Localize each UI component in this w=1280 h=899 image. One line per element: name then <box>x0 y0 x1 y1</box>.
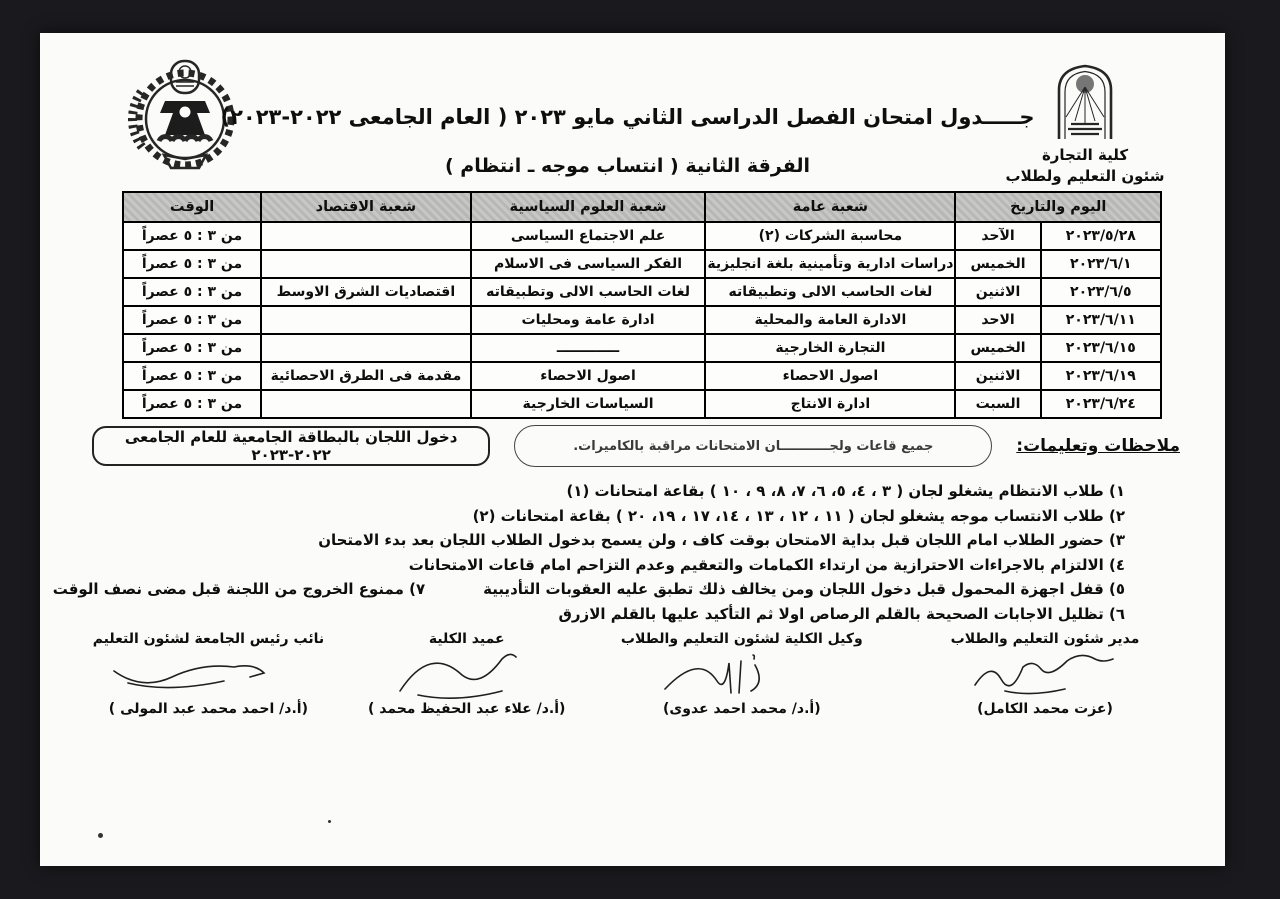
instruction-item: ٣) حضور الطلاب امام اللجان قبل بداية الامتحان بوقت كاف ، ولن يسمح بدخول الطلاب اللجان بعد بدء الامتحان <box>318 531 1125 549</box>
signature-name: (أ.د/ محمد احمد عدوى) <box>663 701 821 717</box>
signature-title: نائب رئيس الجامعة لشئون التعليم <box>92 631 325 647</box>
general-subject-cell: محاسبة الشركات (٢) <box>705 222 955 250</box>
camera-surveillance-notice: جميع قاعات ولجـــــــــــان الامتحانات مراقبة بالكاميرات. <box>514 425 992 467</box>
time-cell: من ٣ : ٥ عصراً <box>123 362 261 390</box>
day-cell: الآحد <box>955 222 1040 250</box>
day-cell: الاثنين <box>955 362 1040 390</box>
time-cell: من ٣ : ٥ عصراً <box>123 222 261 250</box>
date-cell: ٢٠٢٣/٦/٢٤ <box>1041 390 1161 418</box>
signature-name: (أ.د/ علاء عبد الحفيظ محمد ) <box>367 701 566 717</box>
time-cell: من ٣ : ٥ عصراً <box>123 390 261 418</box>
day-cell: الخميس <box>955 334 1040 362</box>
date-cell: ٢٠٢٣/٦/١ <box>1041 250 1161 278</box>
signature-name: (عزت محمد الكامل) <box>977 701 1113 717</box>
table-row <box>123 334 1161 362</box>
signature-title: وكيل الكلية لشئون التعليم والطلاب <box>620 631 863 647</box>
political-subject-cell: السياسات الخارجية <box>471 390 706 418</box>
general-subject-cell: الادارة العامة والمحلية <box>705 306 955 334</box>
handwritten-signature <box>392 649 542 701</box>
table-row <box>123 390 1161 418</box>
notes-band <box>92 423 1180 469</box>
day-cell: الخميس <box>955 250 1040 278</box>
economics-subject-cell <box>261 334 471 362</box>
table-header-row <box>123 192 1161 222</box>
political-subject-cell: علم الاجتماع السياسى <box>471 222 706 250</box>
signature-dean <box>349 631 585 717</box>
date-cell: ٢٠٢٣/٦/١٥ <box>1041 334 1161 362</box>
grade-subtitle: الفرقة الثانية ( انتساب موجه ـ انتظام ) <box>444 155 811 177</box>
general-subject-cell: دراسات ادارية وتأمينية بلغة انجليزية <box>705 250 955 278</box>
org-line-department: شئون التعليم ولطلاب <box>1005 167 1165 185</box>
col-header-economics-division: شعبة الاقتصاد <box>261 192 471 222</box>
economics-subject-cell <box>261 306 471 334</box>
general-subject-cell: اصول الاحصاء <box>705 362 955 390</box>
table-row <box>123 222 1161 250</box>
economics-subject-cell: اقتصاديات الشرق الاوسط <box>261 278 471 306</box>
general-subject-cell: التجارة الخارجية <box>705 334 955 362</box>
economics-subject-cell <box>261 250 471 278</box>
scan-speck <box>98 833 103 838</box>
signature-title: عميد الكلية <box>428 631 505 647</box>
signatures-row <box>68 631 1191 717</box>
political-subject-cell: ـــــــــــــ <box>471 334 706 362</box>
time-cell: من ٣ : ٥ عصراً <box>123 250 261 278</box>
assiut-university-logo <box>1056 63 1114 141</box>
instructions-list <box>52 479 1125 626</box>
general-subject-cell: ادارة الانتاج <box>705 390 955 418</box>
time-cell: من ٣ : ٥ عصراً <box>123 306 261 334</box>
col-header-day-date: اليوم والتاريخ <box>955 192 1161 222</box>
political-subject-cell: اصول الاحصاء <box>471 362 706 390</box>
day-cell: الاثنين <box>955 278 1040 306</box>
col-header-political-science-division: شعبة العلوم السياسية <box>471 192 706 222</box>
signature-university-vice-president <box>68 631 349 717</box>
date-cell: ٢٠٢٣/٦/٥ <box>1041 278 1161 306</box>
table-row <box>123 250 1161 278</box>
handwritten-signature <box>657 649 827 701</box>
scan-speck <box>328 820 331 823</box>
instruction-item: ٥) قفل اجهزة المحمول قبل دخول اللجان ومن يخالف ذلك تطبق عليه العقوبات التأديبية <box>483 580 1125 598</box>
exam-schedule-title: جـــــدول امتحان الفصل الدراسى الثاني مايو ٢٠٢٣ ( العام الجامعى ٢٠٢٢-٢٠٢٣) <box>220 105 1035 129</box>
university-card-notice: دخول اللجان بالبطاقة الجامعية للعام الجامعى ٢٠٢٢-٢٠٢٣ <box>92 426 490 466</box>
political-subject-cell: لغات الحاسب الالى وتطبيقاته <box>471 278 706 306</box>
col-header-general-division: شعبة عامة <box>705 192 955 222</box>
day-cell: الاحد <box>955 306 1040 334</box>
instruction-item-row <box>52 577 1125 602</box>
signature-name: (أ.د/ احمد محمد عبد المولى ) <box>108 701 308 717</box>
signature-title: مدير شئون التعليم والطلاب <box>950 631 1140 647</box>
economics-subject-cell: مقدمة فى الطرق الاحصائية <box>261 362 471 390</box>
economics-subject-cell <box>261 222 471 250</box>
table-row <box>123 278 1161 306</box>
date-cell: ٢٠٢٣/٦/١١ <box>1041 306 1161 334</box>
instruction-item: ٧) ممنوع الخروج من اللجنة قبل مضى نصف الوقت <box>52 580 426 598</box>
org-line-faculty: كلية التجارة <box>1041 146 1129 164</box>
day-cell: السبت <box>955 390 1040 418</box>
col-header-time: الوقت <box>123 192 261 222</box>
notes-heading: ملاحظات وتعليمات: <box>1016 436 1180 456</box>
time-cell: من ٣ : ٥ عصراً <box>123 278 261 306</box>
signature-director-student-affairs <box>899 631 1191 717</box>
instruction-item: ٦) تظليل الاجابات الصحيحة بالقلم الرصاص اولا ثم التأكيد عليها بالقلم الازرق <box>558 604 1125 623</box>
political-subject-cell: الفكر السياسى فى الاسلام <box>471 250 706 278</box>
document-page <box>40 33 1225 866</box>
date-cell: ٢٠٢٣/٦/١٩ <box>1041 362 1161 390</box>
table-row <box>123 306 1161 334</box>
instruction-item: ١) طلاب الانتظام يشغلو لجان ( ٣ ، ٤، ٥، ٦، ٧، ٨، ٩ ، ١٠ ) بقاعة امتحانات (١) <box>566 482 1125 500</box>
handwritten-signature <box>965 649 1125 701</box>
economics-subject-cell <box>261 390 471 418</box>
table-row <box>123 362 1161 390</box>
date-cell: ٢٠٢٣/٥/٢٨ <box>1041 222 1161 250</box>
handwritten-signature <box>108 649 308 701</box>
exam-schedule-table <box>122 191 1162 419</box>
time-cell: من ٣ : ٥ عصراً <box>123 334 261 362</box>
political-subject-cell: ادارة عامة ومحليات <box>471 306 706 334</box>
instruction-item: ٢) طلاب الانتساب موجه يشغلو لجان ( ١١ ، ١٢ ، ١٣ ، ١٤، ١٧ ، ١٩، ٢٠ ) بقاعة امتحانات (٢) <box>472 506 1125 525</box>
general-subject-cell: لغات الحاسب الالى وتطبيقاته <box>705 278 955 306</box>
signature-vice-dean <box>585 631 899 717</box>
instruction-item: ٤) الالتزام بالاجراءات الاحترازية من ارتداء الكمامات والتعقيم وعدم التزاحم امام قاعات الامتحانات <box>408 555 1125 574</box>
